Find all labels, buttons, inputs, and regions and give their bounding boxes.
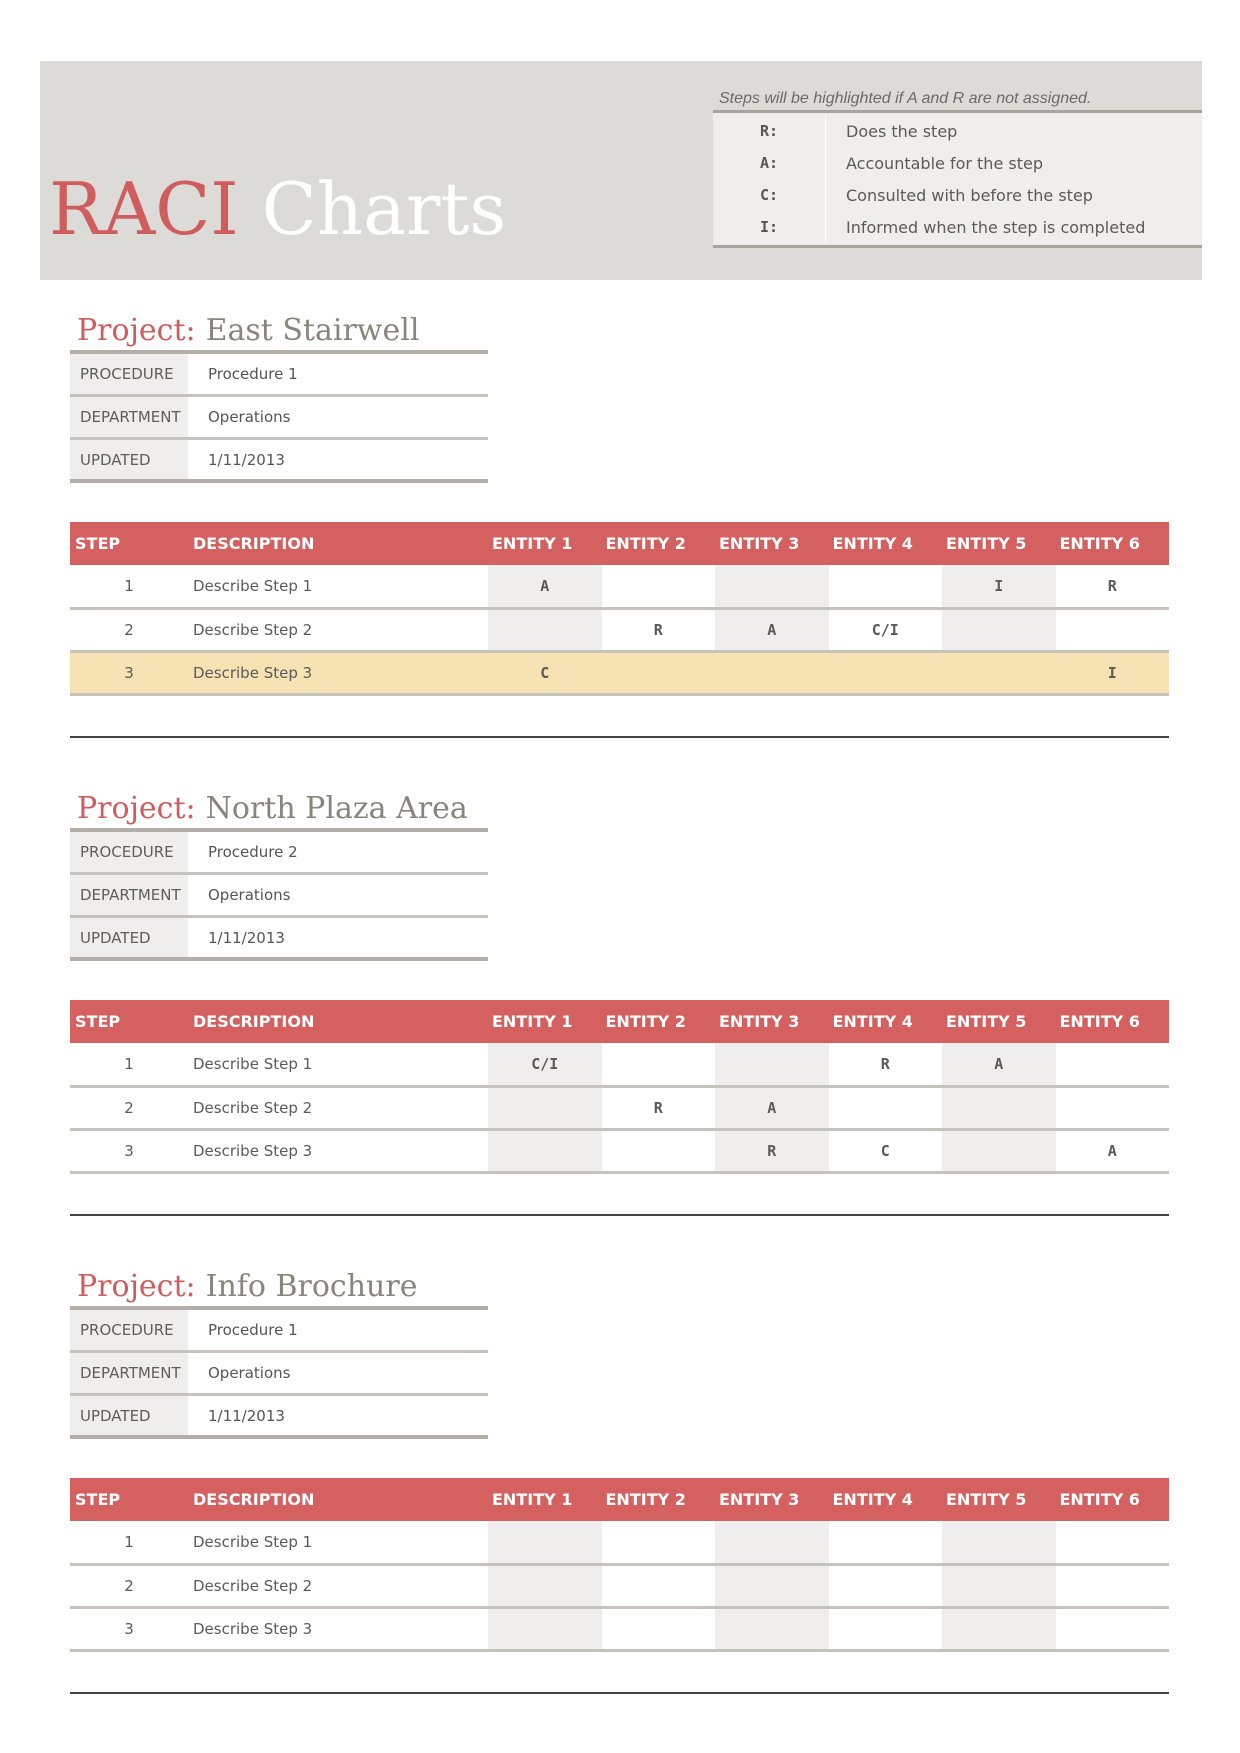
step-number: 3 [70, 1129, 188, 1172]
info-label: UPDATED [70, 1396, 188, 1435]
info-label: DEPARTMENT [70, 875, 188, 915]
page-title [49, 167, 507, 251]
step-number: 3 [70, 1607, 188, 1650]
entity-cell[interactable] [488, 1564, 602, 1607]
table-row-highlighted [70, 651, 1169, 694]
info-row-updated [70, 1396, 488, 1439]
info-row-updated [70, 440, 488, 483]
info-label: PROCEDURE [70, 1310, 188, 1350]
col-header-step: STEP [70, 1000, 188, 1043]
section-divider [70, 1692, 1169, 1694]
col-header-entity: ENTITY 4 [829, 1000, 943, 1043]
entity-cell[interactable] [942, 1607, 1056, 1650]
info-label: DEPARTMENT [70, 397, 188, 437]
entity-cell[interactable] [602, 1129, 716, 1172]
entity-cell[interactable] [1056, 1607, 1170, 1650]
section-divider [70, 736, 1169, 738]
step-description[interactable]: Describe Step 1 [188, 1521, 488, 1564]
col-header-entity: ENTITY 5 [942, 1000, 1056, 1043]
legend-note: Steps will be highlighted if A and R are not assigned. [719, 90, 1092, 107]
entity-cell[interactable] [715, 565, 829, 608]
entity-cell[interactable] [602, 1043, 716, 1086]
info-label: DEPARTMENT [70, 1353, 188, 1393]
entity-cell[interactable] [1056, 1564, 1170, 1607]
entity-cell[interactable] [1056, 1043, 1170, 1086]
entity-cell[interactable]: A [715, 608, 829, 651]
legend-desc: Accountable for the step [846, 153, 1043, 173]
info-value-department[interactable]: Operations [208, 408, 291, 426]
table-row [70, 1129, 1169, 1172]
step-description[interactable]: Describe Step 3 [188, 651, 488, 694]
project-name: Info Brochure [205, 1269, 418, 1304]
project-block-1 [70, 312, 1169, 738]
step-number: 2 [70, 1564, 188, 1607]
step-number: 3 [70, 651, 188, 694]
col-header-entity: ENTITY 3 [715, 1000, 829, 1043]
raci-header-row [70, 1000, 1169, 1043]
project-info-table [70, 1306, 488, 1439]
legend-desc: Informed when the step is completed [846, 217, 1146, 237]
table-row [70, 1086, 1169, 1129]
entity-cell[interactable]: C/I [829, 608, 943, 651]
step-description[interactable]: Describe Step 3 [188, 1607, 488, 1650]
step-description[interactable]: Describe Step 1 [188, 1043, 488, 1086]
entity-cell[interactable] [829, 651, 943, 694]
info-row-department [70, 1353, 488, 1396]
project-info-table [70, 828, 488, 961]
entity-cell[interactable]: A [1056, 1129, 1170, 1172]
col-header-entity: ENTITY 6 [1056, 1000, 1170, 1043]
info-value-procedure[interactable]: Procedure 2 [208, 843, 298, 861]
info-value-updated[interactable]: 1/11/2013 [208, 929, 285, 947]
info-row-updated [70, 918, 488, 961]
entity-cell[interactable] [488, 1607, 602, 1650]
info-row-department [70, 397, 488, 440]
legend-row-i [713, 211, 1202, 243]
project-block-2 [70, 790, 1169, 1216]
entity-cell[interactable] [602, 1564, 716, 1607]
entity-cell[interactable] [602, 565, 716, 608]
step-number: 1 [70, 565, 188, 608]
col-header-entity: ENTITY 2 [602, 522, 716, 565]
legend-key: I: [713, 211, 826, 243]
entity-cell[interactable] [602, 651, 716, 694]
col-header-entity: ENTITY 5 [942, 1478, 1056, 1521]
entity-cell[interactable] [942, 1521, 1056, 1564]
info-value-updated[interactable]: 1/11/2013 [208, 1407, 285, 1425]
entity-cell[interactable]: R [602, 1086, 716, 1129]
entity-cell[interactable]: A [715, 1086, 829, 1129]
col-header-entity: ENTITY 1 [488, 1478, 602, 1521]
col-header-entity: ENTITY 1 [488, 522, 602, 565]
page-title-charts: Charts [261, 167, 507, 251]
entity-cell[interactable] [715, 1607, 829, 1650]
entity-cell[interactable] [488, 1521, 602, 1564]
table-row [70, 1607, 1169, 1650]
project-title [70, 312, 1169, 350]
info-value-procedure[interactable]: Procedure 1 [208, 365, 298, 383]
project-info-table [70, 350, 488, 483]
table-row [70, 1521, 1169, 1564]
col-header-entity: ENTITY 1 [488, 1000, 602, 1043]
entity-cell[interactable] [1056, 1086, 1170, 1129]
col-header-entity: ENTITY 4 [829, 522, 943, 565]
entity-cell[interactable] [942, 1129, 1056, 1172]
step-description[interactable]: Describe Step 2 [188, 1086, 488, 1129]
project-title [70, 1268, 1169, 1306]
info-value-procedure[interactable]: Procedure 1 [208, 1321, 298, 1339]
entity-cell[interactable] [942, 651, 1056, 694]
col-header-entity: ENTITY 3 [715, 522, 829, 565]
project-name: North Plaza Area [205, 791, 468, 826]
step-description[interactable]: Describe Step 2 [188, 608, 488, 651]
info-row-department [70, 875, 488, 918]
step-number: 2 [70, 1086, 188, 1129]
entity-cell[interactable] [942, 1086, 1056, 1129]
info-value-updated[interactable]: 1/11/2013 [208, 451, 285, 469]
entity-cell[interactable]: R [829, 1043, 943, 1086]
info-value-department[interactable]: Operations [208, 886, 291, 904]
step-description[interactable]: Describe Step 2 [188, 1564, 488, 1607]
project-title [70, 790, 1169, 828]
entity-cell[interactable] [829, 1607, 943, 1650]
project-label: Project: [77, 1269, 196, 1304]
raci-header-row [70, 522, 1169, 565]
info-label: PROCEDURE [70, 354, 188, 394]
table-row [70, 608, 1169, 651]
entity-cell[interactable] [602, 1607, 716, 1650]
page-title-raci: RACI [49, 167, 239, 251]
raci-table [70, 522, 1169, 696]
table-row [70, 565, 1169, 608]
legend-desc: Consulted with before the step [846, 185, 1093, 205]
entity-cell[interactable]: R [715, 1129, 829, 1172]
info-row-procedure [70, 354, 488, 397]
info-label: PROCEDURE [70, 832, 188, 872]
col-header-entity: ENTITY 3 [715, 1478, 829, 1521]
step-number: 2 [70, 608, 188, 651]
project-name: East Stairwell [205, 313, 420, 348]
raci-table [70, 1478, 1169, 1652]
step-number: 1 [70, 1043, 188, 1086]
entity-cell[interactable]: A [488, 565, 602, 608]
table-row [70, 1043, 1169, 1086]
section-divider [70, 1214, 1169, 1216]
entity-cell[interactable]: A [942, 1043, 1056, 1086]
info-label: UPDATED [70, 918, 188, 957]
project-label: Project: [77, 791, 196, 826]
legend-row-a [713, 147, 1202, 179]
legend-desc: Does the step [846, 121, 958, 141]
col-header-entity: ENTITY 6 [1056, 522, 1170, 565]
step-description[interactable]: Describe Step 3 [188, 1129, 488, 1172]
entity-cell[interactable]: I [1056, 651, 1170, 694]
step-description[interactable]: Describe Step 1 [188, 565, 488, 608]
header-band [40, 61, 1202, 280]
entity-cell[interactable] [829, 1564, 943, 1607]
info-row-procedure [70, 1310, 488, 1353]
entity-cell[interactable] [942, 608, 1056, 651]
entity-cell[interactable] [942, 1564, 1056, 1607]
entity-cell[interactable] [715, 1564, 829, 1607]
raci-legend [713, 88, 1202, 248]
step-number: 1 [70, 1521, 188, 1564]
table-row [70, 1564, 1169, 1607]
entity-cell[interactable] [488, 1086, 602, 1129]
legend-table [713, 110, 1202, 248]
raci-header-row [70, 1478, 1169, 1521]
col-header-description: DESCRIPTION [188, 1000, 488, 1043]
entity-cell[interactable] [715, 1043, 829, 1086]
entity-cell[interactable] [602, 1521, 716, 1564]
entity-cell[interactable] [1056, 608, 1170, 651]
col-header-step: STEP [70, 522, 188, 565]
entity-cell[interactable]: C [488, 651, 602, 694]
entity-cell[interactable] [829, 565, 943, 608]
entity-cell[interactable] [488, 608, 602, 651]
col-header-entity: ENTITY 6 [1056, 1478, 1170, 1521]
legend-row-c [713, 179, 1202, 211]
info-row-procedure [70, 832, 488, 875]
legend-key: A: [713, 147, 826, 179]
legend-row-r [713, 115, 1202, 147]
info-value-department[interactable]: Operations [208, 1364, 291, 1382]
col-header-description: DESCRIPTION [188, 522, 488, 565]
entity-cell[interactable]: R [1056, 565, 1170, 608]
entity-cell[interactable] [488, 1129, 602, 1172]
col-header-entity: ENTITY 2 [602, 1000, 716, 1043]
col-header-entity: ENTITY 5 [942, 522, 1056, 565]
col-header-step: STEP [70, 1478, 188, 1521]
entity-cell[interactable]: C [829, 1129, 943, 1172]
entity-cell[interactable]: R [602, 608, 716, 651]
col-header-description: DESCRIPTION [188, 1478, 488, 1521]
entity-cell[interactable]: C/I [488, 1043, 602, 1086]
entity-cell[interactable] [715, 1521, 829, 1564]
project-block-3 [70, 1268, 1169, 1694]
entity-cell[interactable]: I [942, 565, 1056, 608]
entity-cell[interactable] [829, 1521, 943, 1564]
entity-cell[interactable] [1056, 1521, 1170, 1564]
entity-cell[interactable] [715, 651, 829, 694]
col-header-entity: ENTITY 2 [602, 1478, 716, 1521]
info-label: UPDATED [70, 440, 188, 479]
col-header-entity: ENTITY 4 [829, 1478, 943, 1521]
legend-key: C: [713, 179, 826, 211]
project-label: Project: [77, 313, 196, 348]
entity-cell[interactable] [829, 1086, 943, 1129]
legend-key: R: [713, 115, 826, 147]
raci-table [70, 1000, 1169, 1174]
